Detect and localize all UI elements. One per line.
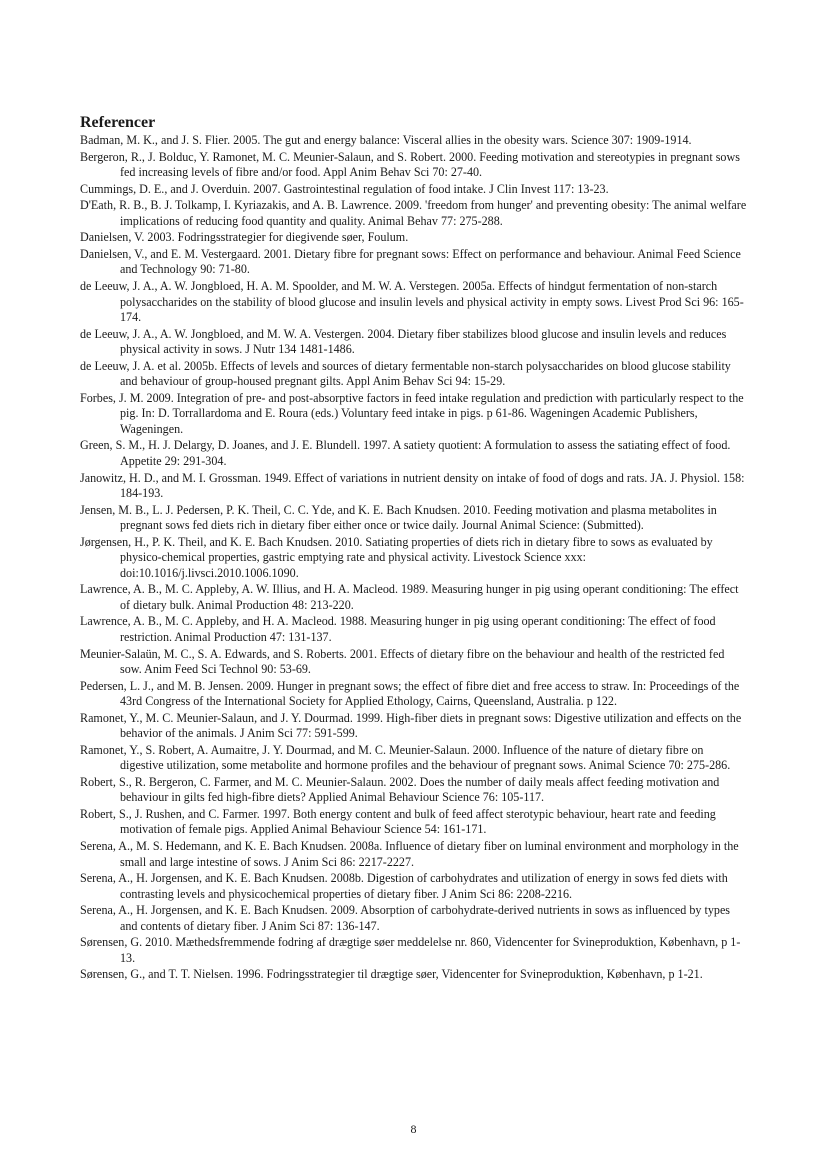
reference-entry: Pedersen, L. J., and M. B. Jensen. 2009. Hunger in pregnant sows; the effect of fibre diet and free access to straw. In: Proceedings of the 43rd Congress of the International Society for Applied Ethology, Cairns, Queensland, Australia. p 122. xyxy=(80,678,740,709)
reference-entry: Meunier-Salaün, M. C., S. A. Edwards, and S. Roberts. 2001. Effects of dietary fibre on the behaviour and health of the restricted fed sow. Anim Feed Sci Technol 90: 53-69. xyxy=(80,646,725,676)
reference-entry: Badman, M. K., and J. S. Flier. 2005. The gut and energy balance: Visceral allies in the obesity wars. Science 307: 1909-1914. xyxy=(80,133,692,147)
reference-entry: Danielsen, V., and E. M. Vestergaard. 2001. Dietary fibre for pregnant sows: Effect on performance and behaviour. Animal Feed Science and Technology 90: 71-80. xyxy=(80,246,741,277)
reference-entry: Ramonet, Y., S. Robert, A. Aumaitre, J. Y. Dourmad, and M. C. Meunier-Salaun. 2000. Influence of the nature of dietary fibre on digestive utilization, some metabolite and hormone profiles and the behaviour of pregnant sows. Animal Science 70: 275-286. xyxy=(80,742,731,773)
reference-entry: Serena, A., H. Jorgensen, and K. E. Bach Knudsen. 2008b. Digestion of carbohydrates and utilization of energy in sows fed diets with contrasting levels and physicochemical properties of dietary fiber. J Anim Sci 86: 2208-2216. xyxy=(80,871,728,901)
section-title: Referencer xyxy=(80,114,156,131)
reference-list xyxy=(80,133,748,984)
reference-entry: Bergeron, R., J. Bolduc, Y. Ramonet, M. C. Meunier-Salaun, and S. Robert. 2000. Feeding motivation and stereotypies in pregnant sows fed increasing levels of fibre and/or food. Appl Anim Behav Sci 70: 27-40. xyxy=(80,149,740,180)
page-number: 8 xyxy=(410,1122,417,1136)
reference-entry: Jørgensen, H., P. K. Theil, and K. E. Bach Knudsen. 2010. Satiating properties of diets rich in dietary fibre to sows as evaluated by physico-chemical properties, gastric emptying rate and physical activity. Livestock Science xxx: doi:10.1016/j.livsci.2010.1006.1090. xyxy=(80,534,713,580)
reference-entry: Sørensen, G., and T. T. Nielsen. 1996. Fodringsstrategier til drægtige søer, Videncenter for Svineproduktion, København, p 1-21. xyxy=(80,967,703,982)
reference-entry: Sørensen, G. 2010. Mæthedsfremmende fodring af drægtige søer meddelelse nr. 860, Videncenter for Svineproduktion, København, p 1-13. xyxy=(80,935,741,965)
reference-entry: Forbes, J. M. 2009. Integration of pre- and post-absorptive factors in feed intake regulation and prediction with particularly respect to the pig. In: D. Torrallardoma and E. Roura (eds.) Voluntary feed intake in pigs. p 61-86. Wageningen Academic Publishers, Wageningen. xyxy=(80,390,744,436)
reference-entry: Robert, S., J. Rushen, and C. Farmer. 1997. Both energy content and bulk of feed affect sterotypic behaviour, heart rate and feeding motivation of female pigs. Applied Animal Behaviour Science 54: 161-171. xyxy=(80,806,716,837)
reference-entry: Danielsen, V. 2003. Fodringsstrategier for diegivende søer, Foulum. xyxy=(80,230,409,245)
reference-entry: Robert, S., R. Bergeron, C. Farmer, and M. C. Meunier-Salaun. 2002. Does the number of daily meals affect feeding motivation and behaviour in gilts fed high-fibre diets? Applied Animal Behaviour Science 76: 105-117. xyxy=(80,774,720,805)
reference-entry: Serena, A., H. Jorgensen, and K. E. Bach Knudsen. 2009. Absorption of carbohydrate-derived nutrients in sows as influenced by types and contents of dietary fiber. J Anim Sci 87: 136-147. xyxy=(80,903,731,933)
reference-entry: de Leeuw, J. A., A. W. Jongbloed, H. A. M. Spoolder, and M. W. A. Verstegen. 2005a. Effects of hindgut fermentation of non-starch polysaccharides on the stability of blood glucose and insulin levels and physical activity in empty sows. Livest Prod Sci 96: 165-174. xyxy=(80,279,744,325)
reference-entry: Serena, A., M. S. Hedemann, and K. E. Bach Knudsen. 2008a. Influence of dietary fiber on luminal environment and morphology in the small and large intestine of sows. J Anim Sci 86: 2217-2227. xyxy=(80,839,739,869)
reference-entry: D'Eath, R. B., B. J. Tolkamp, I. Kyriazakis, and A. B. Lawrence. 2009. 'freedom from hunger' and preventing obesity: The animal welfare implications of reducing food quantity and quality. Animal Behav 77: 275-288. xyxy=(80,198,747,228)
reference-entry: Ramonet, Y., M. C. Meunier-Salaun, and J. Y. Dourmad. 1999. High-fiber diets in pregnant sows: Digestive utilization and effects on the behavior of the animals. J Anim Sci 77: 591-599. xyxy=(80,710,742,741)
reference-entry: Janowitz, H. D., and M. I. Grossman. 1949. Effect of variations in nutrient density on intake of food of dogs and rats. JA. J. Physiol. 158: 184-193. xyxy=(80,470,745,501)
reference-entry: Lawrence, A. B., M. C. Appleby, and H. A. Macleod. 1988. Measuring hunger in pig using operant conditioning: The effect of food restriction. Animal Production 47: 131-137. xyxy=(80,614,716,644)
reference-entry: Green, S. M., H. J. Delargy, D. Joanes, and J. E. Blundell. 1997. A satiety quotient: A formulation to assess the satiating effect of food. Appetite 29: 291-304. xyxy=(80,438,731,468)
reference-entry: de Leeuw, J. A. et al. 2005b. Effects of levels and sources of dietary fermentable non-starch polysaccharides on blood glucose stability and behaviour of group-housed pregnant gilts. Appl Anim Behav Sci 94: 15-29. xyxy=(80,358,731,389)
reference-entry: de Leeuw, J. A., A. W. Jongbloed, and M. W. A. Vestergen. 2004. Dietary fiber stabilizes blood glucose and insulin levels and reduces physical activity in sows. J Nutr 134 1481-1486. xyxy=(80,326,727,357)
reference-entry: Jensen, M. B., L. J. Pedersen, P. K. Theil, C. C. Yde, and K. E. Bach Knudsen. 2010. Feeding motivation and plasma metabolites in pregnant sows fed diets rich in dietary fiber either once or twice daily. Journal Animal Science: (Submitted). xyxy=(80,502,717,533)
reference-entry: Cummings, D. E., and J. Overduin. 2007. Gastrointestinal regulation of food intake. J Clin Invest 117: 13-23. xyxy=(80,181,609,196)
reference-entry: Lawrence, A. B., M. C. Appleby, A. W. Illius, and H. A. Macleod. 1989. Measuring hunger in pig using operant conditioning: The effect of dietary bulk. Animal Production 48: 213-220. xyxy=(80,582,739,612)
